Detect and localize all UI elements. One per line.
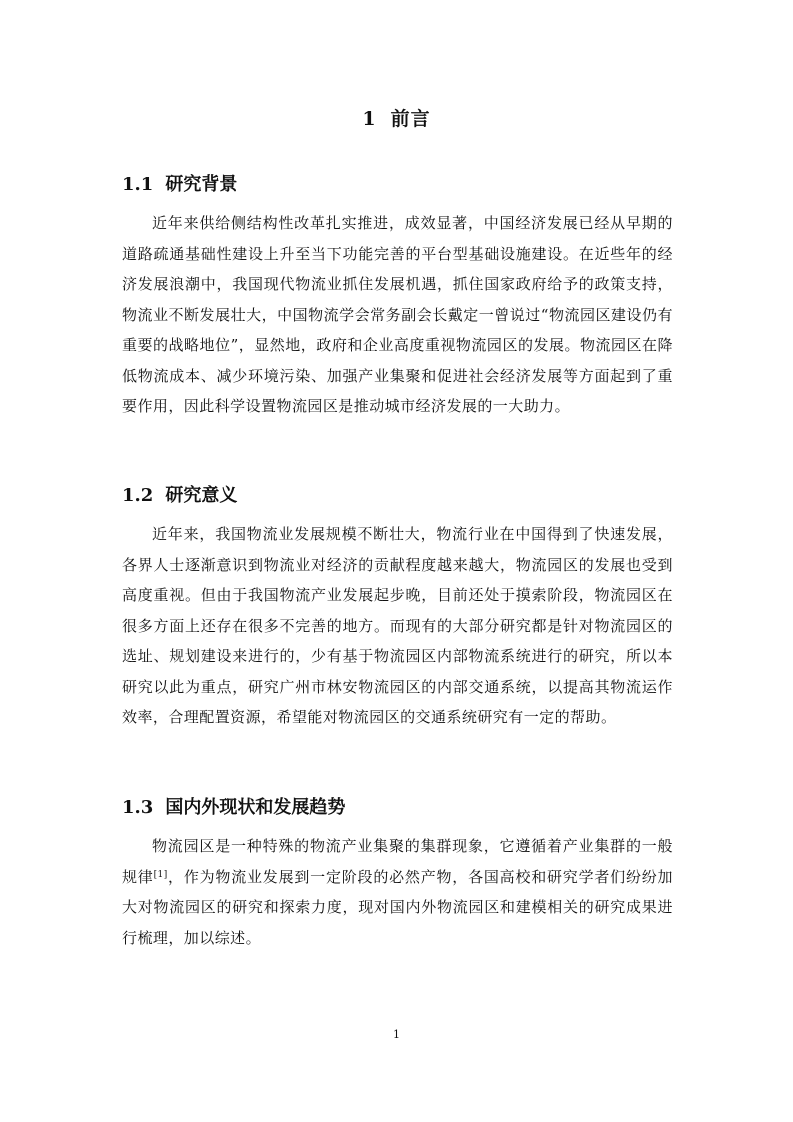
- chapter-title-text: 前言: [390, 108, 431, 130]
- section-heading-1-2: [122, 481, 237, 507]
- paragraph-text: 物流园区是一种特殊的物流产业集聚的集群现象，它遵循着产业集群的一般规律: [122, 837, 673, 886]
- section-heading-1-1: [122, 170, 237, 196]
- paragraph-text: ，作为物流业发展到一定阶段的必然产物，各国高校和研究学者们纷纷加大对物流园区的研究和探索力度，现对国内外物流园区和建模相关的研究成果进行梳理，加以综述。: [122, 867, 674, 947]
- section-paragraph-1-3: [122, 831, 673, 953]
- section-title: 研究背景: [165, 174, 238, 195]
- section-number: 1.2: [122, 485, 154, 506]
- section-title: 研究意义: [165, 485, 238, 506]
- section-heading-1-3: [122, 793, 345, 819]
- section-title: 国内外现状和发展趋势: [165, 797, 346, 818]
- citation-ref[interactable]: [1]: [153, 869, 168, 880]
- page-number: 1: [393, 1028, 400, 1041]
- section-paragraph-1-2: 近年来，我国物流业发展规模不断壮大，物流行业在中国得到了快速发展，各界人士逐渐意识到物流业对经济的贡献程度越来越大，物流园区的发展也受到高度重视。但由于我国物流产业发展起步晚，目前还处于摸索阶段，物流园区在很多方面上还存在很多不完善的地方。而现有的大部分研究都是针对物流园区的选址、规划建设来进行的，少有基于物流园区内部物流系统进行的研究，所以本研究以此为重点，研究广州市林安物流园区的内部交通系统，以提高其物流运作效率，合理配置资源，希望能对物流园区的交通系统研究有一定的帮助。: [122, 525, 673, 726]
- section-paragraph-1-1: 近年来供给侧结构性改革扎实推进，成效显著，中国经济发展已经从早期的道路疏通基础性建设上升至当下功能完善的平台型基础设施建设。在近些年的经济发展浪潮中，我国现代物流业抓住发展机遇，抓住国家政府给予的政策支持，物流业不断发展壮大，中国物流学会常务副会长戴定一曾说过“物流园区建设仍有重要的战略地位”，显然地，政府和企业高度重视物流园区的发展。物流园区在降低物流成本、减少环境污染、加强产业集聚和促进社会经济发展等方面起到了重要作用，因此科学设置物流园区是推动城市经济发展的一大助力。: [122, 214, 673, 415]
- section-number: 1.3: [122, 797, 154, 818]
- section-number: 1.1: [122, 174, 154, 195]
- chapter-title: [0, 104, 793, 131]
- chapter-number: 1: [362, 108, 377, 130]
